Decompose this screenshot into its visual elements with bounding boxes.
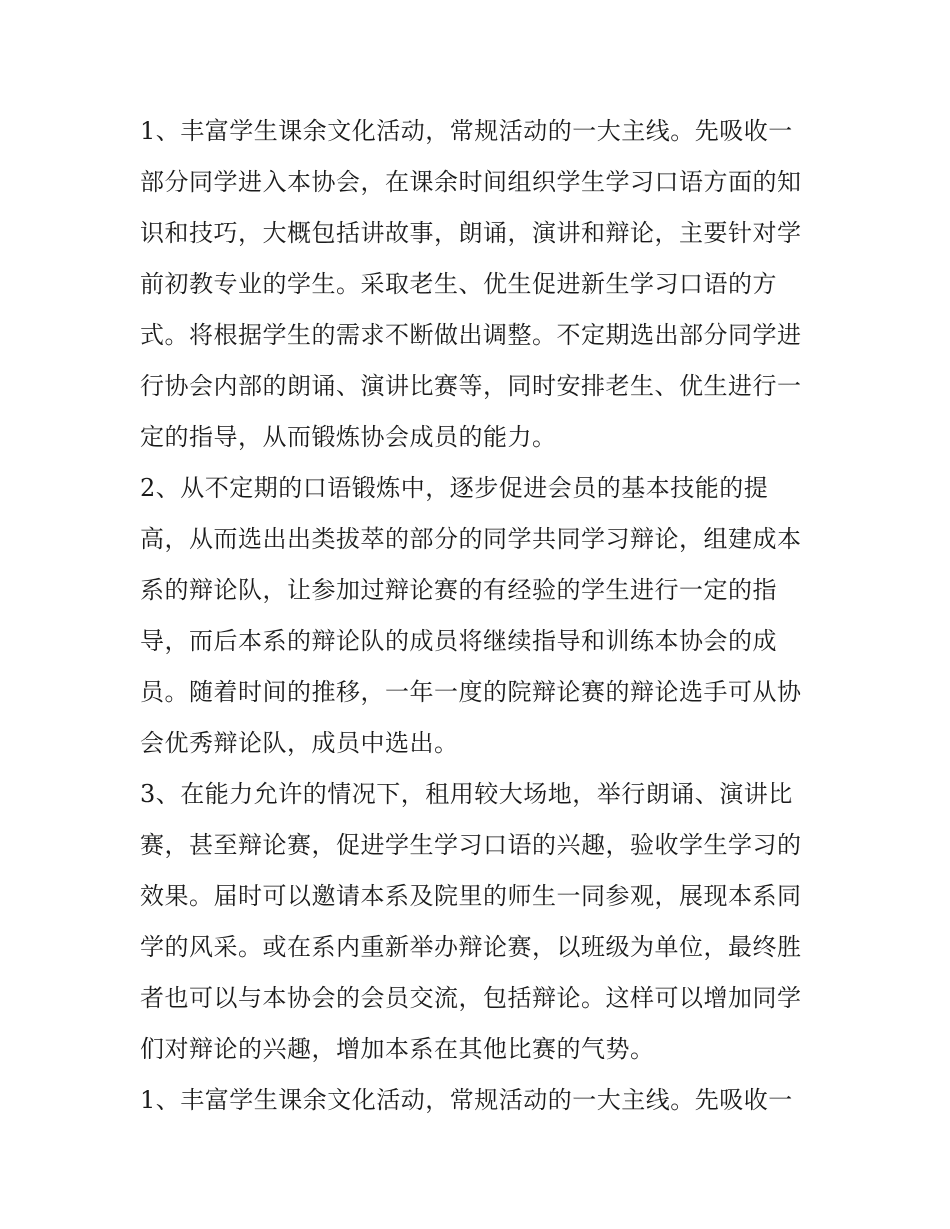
text-line: 者也可以与本协会的会员交流，包括辩论。这样可以增加同学 <box>140 984 802 1012</box>
text-line: 员。随着时间的推移，一年一度的院辩论赛的辩论选手可从协 <box>140 678 802 706</box>
text-line: 系的辩论队，让参加过辩论赛的有经验的学生进行一定的指 <box>140 576 777 604</box>
text-line: 1、丰富学生课余文化活动，常规活动的一大主线。先吸收一 <box>140 1086 793 1114</box>
text-line: 导，而后本系的辩论队的成员将继续指导和训练本协会的成 <box>140 627 777 655</box>
text-line: 1、丰富学生课余文化活动，常规活动的一大主线。先吸收一 <box>140 117 793 145</box>
text-line: 式。将根据学生的需求不断做出调整。不定期选出部分同学进 <box>140 321 802 349</box>
text-line: 定的指导，从而锻炼协会成员的能力。 <box>140 423 557 451</box>
text-line: 3、在能力允许的情况下，租用较大场地，举行朗诵、演讲比 <box>140 780 793 808</box>
text-line: 前初教专业的学生。采取老生、优生促进新生学习口语的方 <box>140 270 777 298</box>
text-line: 学的风采。或在系内重新举办辩论赛，以班级为单位，最终胜 <box>140 933 802 961</box>
text-line: 效果。届时可以邀请本系及院里的师生一同参观，展现本系同 <box>140 882 802 910</box>
text-line: 2、从不定期的口语锻炼中，逐步促进会员的基本技能的提 <box>140 474 769 502</box>
text-line: 会优秀辩论队，成员中选出。 <box>140 729 459 757</box>
text-line: 识和技巧，大概包括讲故事，朗诵，演讲和辩论，主要针对学 <box>140 219 802 247</box>
text-line: 们对辩论的兴趣，增加本系在其他比赛的气势。 <box>140 1035 655 1063</box>
text-line: 行协会内部的朗诵、演讲比赛等，同时安排老生、优生进行一 <box>140 372 802 400</box>
text-line: 赛，甚至辩论赛，促进学生学习口语的兴趣，验收学生学习的 <box>140 831 802 859</box>
text-line: 高，从而选出出类拔萃的部分的同学共同学习辩论，组建成本 <box>140 525 802 553</box>
document-body <box>140 106 820 1126</box>
text-line: 部分同学进入本协会，在课余时间组织学生学习口语方面的知 <box>140 168 802 196</box>
